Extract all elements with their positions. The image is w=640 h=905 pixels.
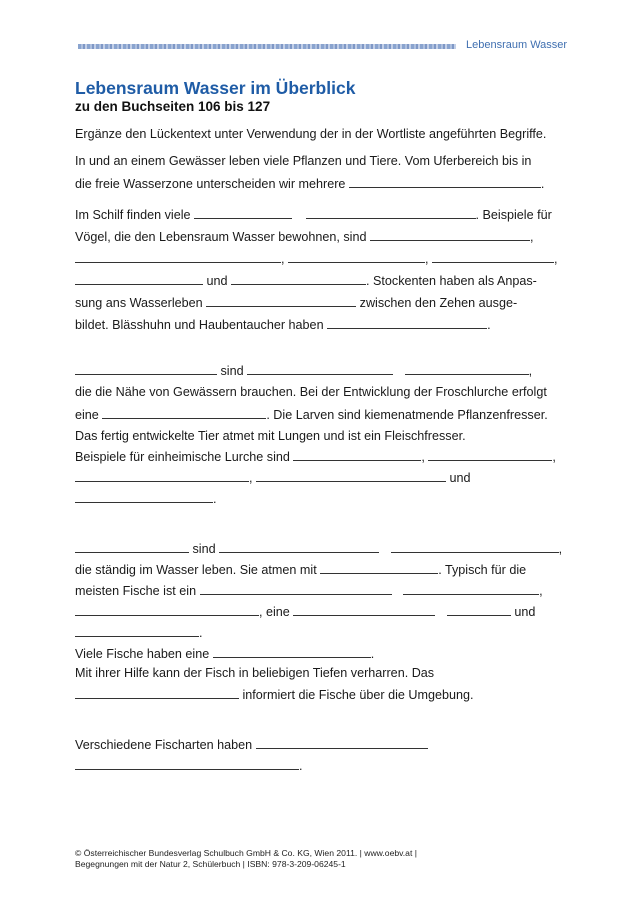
- text-fragment: bildet. Blässhuhn und Haubentaucher haben: [75, 318, 324, 332]
- p1-line-6: [75, 316, 491, 333]
- fill-blank[interactable]: [75, 757, 299, 770]
- intro-line-2: [75, 175, 544, 192]
- fill-blank[interactable]: [447, 603, 511, 616]
- fill-blank[interactable]: [219, 540, 379, 553]
- p4-line-2: [75, 757, 303, 774]
- p1-line-4: [75, 272, 537, 289]
- p3-line-6: [75, 645, 374, 662]
- text-fragment: .: [299, 759, 303, 773]
- text-fragment: Im Schilf finden viele: [75, 208, 191, 222]
- text-fragment: und: [206, 274, 228, 288]
- p1-line-1: [75, 206, 552, 223]
- fill-blank[interactable]: [213, 645, 371, 658]
- p3-line-8: [75, 686, 474, 703]
- footer-copyright: © Österreichischer Bundesverlag Schulbuch GmbH & Co. KG, Wien 2011. | www.oebv.at |: [75, 848, 417, 858]
- fill-blank[interactable]: [349, 175, 541, 188]
- text-fragment: eine: [75, 408, 99, 422]
- fill-blank[interactable]: [75, 250, 281, 263]
- header-running-title: Lebensraum Wasser: [466, 39, 568, 51]
- fill-blank[interactable]: [405, 362, 529, 375]
- text-fragment: ,: [529, 230, 534, 244]
- text-fragment: Vögel, die den Lebensraum Wasser bewohnen, sind: [75, 230, 367, 244]
- footer-book-info: Begegnungen mit der Natur 2, Schülerbuch | ISBN: 978-3-209-06245-1: [75, 859, 346, 869]
- p1-line-5: [75, 294, 517, 311]
- text-fragment: sind: [220, 364, 244, 378]
- p3-line-7: Mit ihrer Hilfe kann der Fisch in beliebigen Tiefen verharren. Das: [75, 666, 435, 680]
- fill-blank[interactable]: [102, 406, 266, 419]
- text-fragment: .: [540, 177, 545, 191]
- header-decorative-bar: [78, 44, 456, 49]
- fill-blank[interactable]: [391, 540, 559, 553]
- page-title: Lebensraum Wasser im Überblick: [75, 78, 356, 98]
- text-fragment: .: [487, 318, 491, 332]
- text-fragment: . Beispiele für: [475, 208, 552, 222]
- text-fragment: . Typisch für die: [438, 563, 527, 577]
- text-fragment: und: [514, 605, 536, 619]
- fill-blank[interactable]: [432, 250, 554, 263]
- p1-line-2: [75, 228, 533, 245]
- text-fragment: . Stockenten haben als Anpas-: [366, 274, 537, 288]
- text-fragment: ,: [528, 364, 533, 378]
- fill-blank[interactable]: [206, 294, 356, 307]
- text-fragment: ,: [281, 252, 285, 266]
- fill-blank[interactable]: [75, 540, 189, 553]
- p2-line-2: die die Nähe von Gewässern brauchen. Bei der Entwicklung der Froschlurche erfolgt: [75, 385, 547, 399]
- text-fragment: meisten Fische ist ein: [75, 584, 197, 598]
- text-fragment: ,: [558, 542, 563, 556]
- fill-blank[interactable]: [75, 603, 259, 616]
- p2-line-1: [75, 362, 532, 379]
- p2-line-4: Das fertig entwickelte Tier atmet mit Lungen und ist ein Fleischfresser.: [75, 429, 466, 443]
- fill-blank[interactable]: [256, 736, 428, 749]
- p3-line-3: [75, 582, 543, 599]
- p1-line-3: [75, 250, 558, 267]
- text-fragment: ,: [539, 584, 543, 598]
- p3-line-4: [75, 603, 535, 620]
- fill-blank[interactable]: [370, 228, 530, 241]
- fill-blank[interactable]: [293, 448, 421, 461]
- text-fragment: Beispiele für einheimische Lurche sind: [75, 450, 290, 464]
- text-fragment: ,: [249, 471, 253, 485]
- fill-blank[interactable]: [320, 561, 438, 574]
- fill-blank[interactable]: [194, 206, 292, 219]
- fill-blank[interactable]: [75, 272, 203, 285]
- page-subtitle: zu den Buchseiten 106 bis 127: [75, 99, 271, 114]
- instruction-text: Ergänze den Lückentext unter Verwendung der in der Wortliste angeführten Begriffe.: [75, 127, 547, 141]
- text-fragment: und: [449, 471, 471, 485]
- text-fragment: die ständig im Wasser leben. Sie atmen mit: [75, 563, 317, 577]
- fill-blank[interactable]: [403, 582, 539, 595]
- fill-blank[interactable]: [75, 624, 199, 637]
- p4-line-1: [75, 736, 428, 753]
- text-fragment: .: [370, 647, 375, 661]
- text-fragment: ,: [421, 450, 425, 464]
- text-fragment: ,: [554, 252, 558, 266]
- fill-blank[interactable]: [231, 272, 366, 285]
- fill-blank[interactable]: [75, 469, 249, 482]
- p2-line-5: [75, 448, 556, 465]
- text-fragment: Verschiedene Fischarten haben: [75, 738, 253, 752]
- fill-blank[interactable]: [75, 362, 217, 375]
- fill-blank[interactable]: [256, 469, 446, 482]
- text-fragment: .: [199, 626, 203, 640]
- p3-line-1: [75, 540, 562, 557]
- fill-blank[interactable]: [428, 448, 552, 461]
- fill-blank[interactable]: [247, 362, 393, 375]
- intro-line-1: In und an einem Gewässer leben viele Pflanzen und Tiere. Vom Uferbereich bis in: [75, 154, 532, 168]
- fill-blank[interactable]: [327, 316, 487, 329]
- p2-line-3: [75, 406, 548, 423]
- text-fragment: .: [213, 492, 217, 506]
- fill-blank[interactable]: [200, 582, 392, 595]
- text-fragment: ,: [425, 252, 429, 266]
- p3-line-5: [75, 624, 203, 641]
- text-fragment: zwischen den Zehen ausge-: [359, 296, 518, 310]
- p3-line-2: [75, 561, 526, 578]
- fill-blank[interactable]: [75, 686, 239, 699]
- text-fragment: , eine: [259, 605, 290, 619]
- p2-line-7: [75, 490, 217, 507]
- text-fragment: sung ans Wasserleben: [75, 296, 203, 310]
- text-fragment: . Die Larven sind kiemenatmende Pflanzenfresser.: [266, 408, 548, 422]
- p2-line-6: [75, 469, 471, 486]
- fill-blank[interactable]: [293, 603, 435, 616]
- text-fragment: ,: [552, 450, 556, 464]
- fill-blank[interactable]: [306, 206, 476, 219]
- fill-blank[interactable]: [288, 250, 425, 263]
- text-fragment: sind: [192, 542, 216, 556]
- fill-blank[interactable]: [75, 490, 213, 503]
- text-fragment: die freie Wasserzone unterscheiden wir mehrere: [75, 177, 346, 191]
- text-fragment: Viele Fische haben eine: [75, 647, 210, 661]
- text-fragment: informiert die Fische über die Umgebung.: [242, 688, 474, 702]
